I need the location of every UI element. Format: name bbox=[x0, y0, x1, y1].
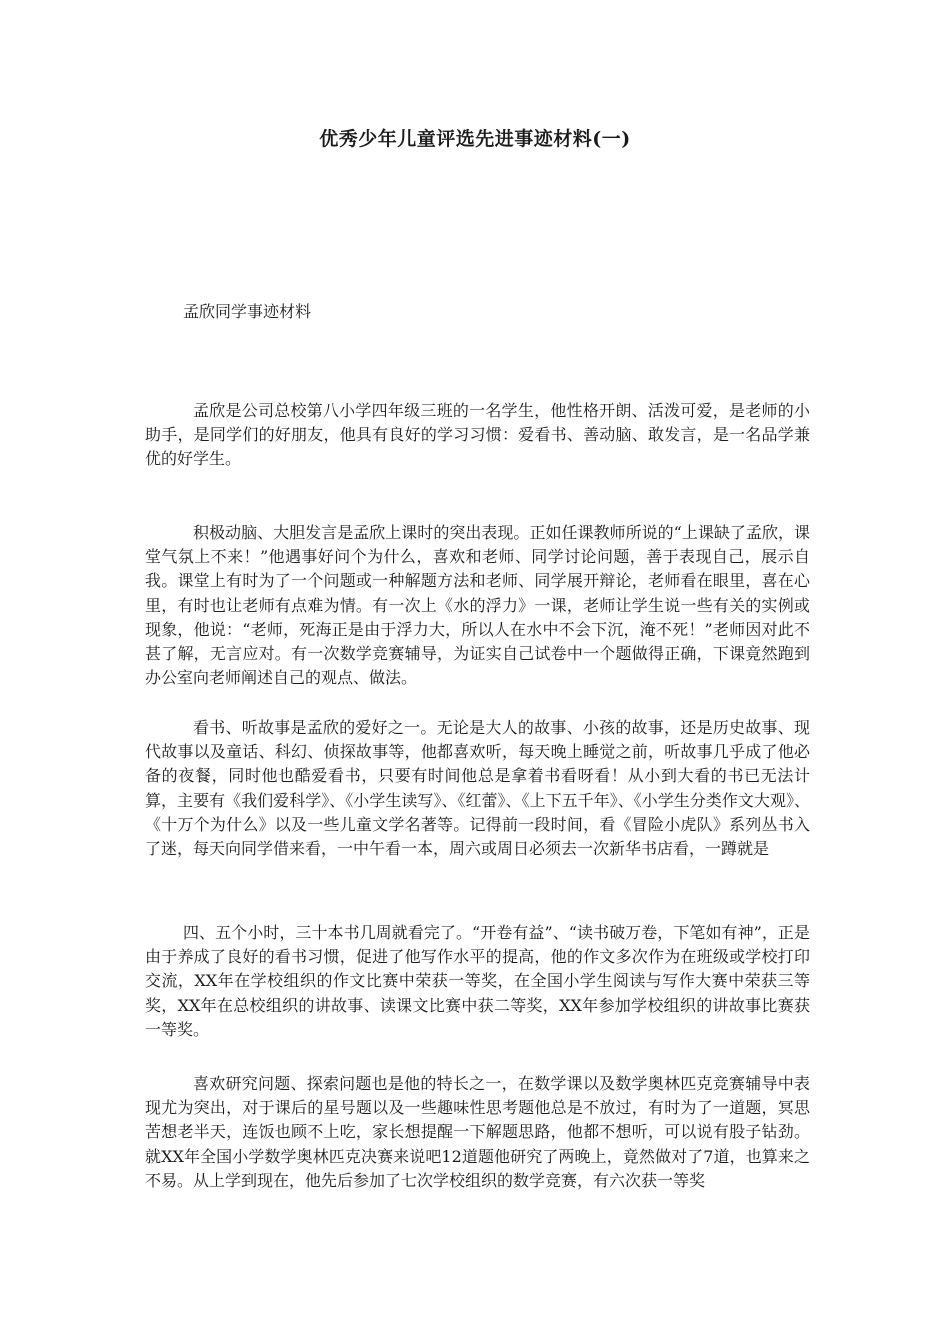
paragraph-awards: 四、五个小时，三十本书几周就看完了。“开卷有益”、“读书破万卷，下笔如有神”，正是由于养成了良好的看书习惯，促进了他写作水平的提高，他的作文多次作为在班级或学校打印交流，XX年在学校组织的作文比赛中荣获一等奖，在全国小学生阅读与写作大赛中荣获三等奖，XX年在总校组织的讲故事、读课文比赛中获二等奖，XX年参加学校组织的讲故事比赛获一等奖。 bbox=[145, 923, 810, 1039]
paragraph-math: 喜欢研究问题、探索问题也是他的特长之一，在数学课以及数学奥林匹克竞赛辅导中表现尤为突出，对于课后的星号题以及一些趣味性思考题他总是不放过，有时为了一道题，冥思苦想老半天，连饭也顾不上吃，家长想提醒一下解题思路，他都不想听，可以说有股子钻劲。就XX年全国小学数学奥林匹克决赛来说吧12道题他研究了两晚上，竟然做对了7道，也算来之不易。从上学到现在，他先后参加了七次学校组织的数学竞赛，有六次获一等奖 bbox=[145, 1074, 810, 1190]
paragraph-intro: 孟欣是公司总校第八小学四年级三班的一名学生，他性格开朗、活泼可爱，是老师的小助手，是同学们的好朋友，他具有良好的学习习惯：爱看书、善动脑、敢发言，是一名品学兼优的好学生。 bbox=[145, 401, 810, 469]
paragraph-reading: 看书、听故事是孟欣的爱好之一。无论是大人的故事、小孩的故事，还是历史故事、现代故事以及童话、科幻、侦探故事等，他都喜欢听，每天晚上睡觉之前，听故事几乎成了他必备的夜餐，同时他也酷爱看书，只要有时间他总是拿着书看呀看！从小到大看的书已无法计算，主要有《我们爱科学》、《小学生读写》、《红蕾》、《上下五千年》、《小学生分类作文大观》、《十万个为什么》以及一些儿童文学名著等。记得前一段时间，看《冒险小虎队》系列丛书入了迷，每天向同学借来看，一中午看一本，周六或周日必须去一次新华书店看，一蹲就是 bbox=[145, 718, 810, 859]
paragraph-classroom: 积极动脑、大胆发言是孟欣上课时的突出表现。正如任课教师所说的“上课缺了孟欣，课堂气氛上不来！”他遇事好问个为什么，喜欢和老师、同学讨论问题，善于表现自己，展示自我。课堂上有时为了一个问题或一种解题方法和老师、同学展开辩论，老师看在眼里，喜在心里，有时也让老师有点难为情。有一次上《水的浮力》一课，老师让学生说一些有关的实例或现象，他说：“老师，死海正是由于浮力大，所以人在水中不会下沉，淹不死！”老师因对此不甚了解，无言应对。有一次数学竞赛辅导，为证实自己试卷中一个题做得正确，下课竟然跑到办公室向老师阐述自己的观点、做法。 bbox=[145, 523, 810, 688]
document-title: 优秀少年儿童评选先进事迹材料(一) bbox=[319, 128, 631, 150]
document-subtitle: 孟欣同学事迹材料 bbox=[183, 302, 312, 321]
